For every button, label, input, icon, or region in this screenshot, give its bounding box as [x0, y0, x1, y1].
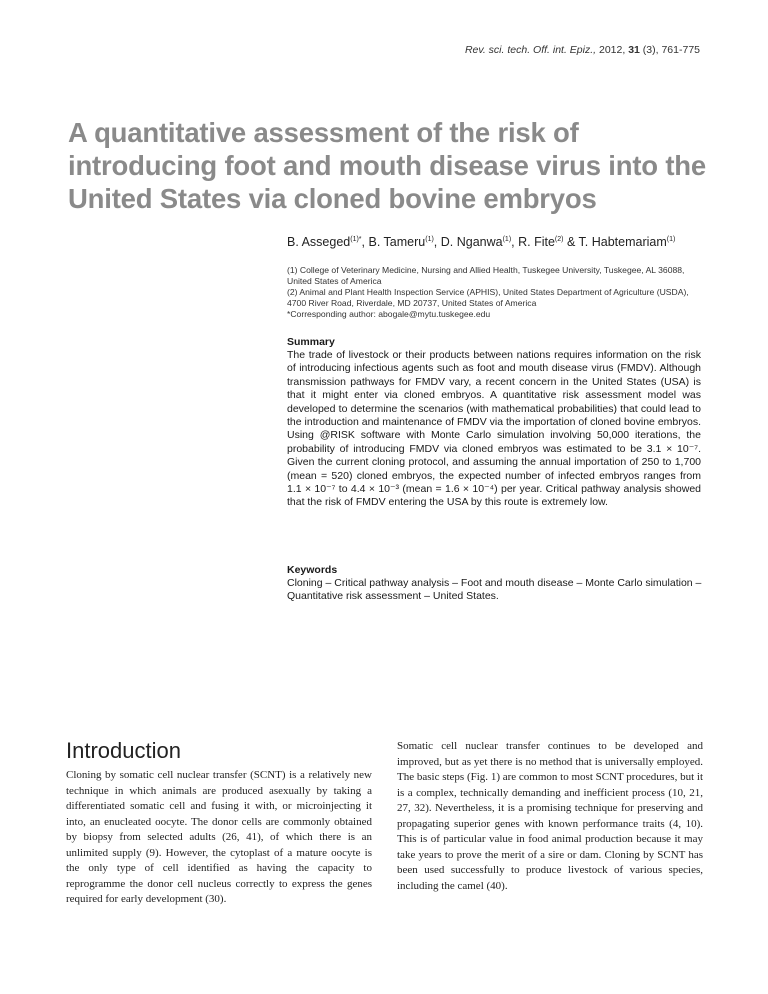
introduction-heading: Introduction	[66, 738, 181, 763]
author-separator: ,	[511, 235, 519, 249]
introduction-left-column: Cloning by somatic cell nuclear transfer (SCNT) is a relatively new technique in which animals are produced asexually by taking a differentiated somatic cell and fusing it with, or microinjecting it into, an enucleated oocyte. The donor cells are commonly obtained by biopsy from selected adults (26, 41), of which there is an unlimited supply (9). However, the cytoplast of a mature oocyte is the only type of cell identified as having the capacity to reprogramme the donor cell nucleus correctly to express the genes required for early development (30).	[66, 769, 372, 905]
author-affiliation-mark: (2)	[554, 236, 564, 243]
journal-volume: 31	[628, 44, 640, 56]
article-title: A quantitative assessment of the risk of introducing foot and mouth disease virus into the United States via cloned bovine embryos	[68, 117, 706, 214]
author-name: B. Asseged	[287, 235, 351, 249]
author-separator: &	[563, 235, 579, 249]
author-name: T. Habtemariam	[578, 235, 667, 249]
affiliation-1: (1) College of Veterinary Medicine, Nursing and Allied Health, Tuskegee University, Tuskegee, AL 36088, United States of America	[287, 265, 685, 286]
summary-heading: Summary	[287, 336, 335, 348]
author-affiliation-mark: (1)*	[350, 236, 362, 243]
corresponding-author: *Corresponding author: abogale@mytu.tuskegee.edu	[287, 309, 491, 319]
author-separator: ,	[361, 235, 369, 249]
author-name: R. Fite	[518, 235, 555, 249]
author-separator: ,	[433, 235, 441, 249]
introduction-right-column: Somatic cell nuclear transfer continues to be developed and improved, but as yet there is no method that is universally employed. The basic steps (Fig. 1) are common to most SCNT procedures, but it is a complex, technically demanding and inefficient process (10, 21, 27, 32). Nevertheless, it is a promising technique for preserving and propagating superior genes with known performance traits (4, 10). This is of particular value in food animal production because it may take years to prove the merit of a sire or dam. Cloning by SCNT has been used successfully to produce livestock of various species, including the camel (40).	[397, 740, 703, 892]
author-affiliation-mark: (1)	[502, 236, 512, 243]
affiliation-2: (2) Animal and Plant Health Inspection Service (APHIS), United States Department of Agriculture (USDA), 4700 River Road, Riverdale, MD 20737, United States of America	[287, 287, 689, 308]
journal-name: Rev. sci. tech. Off. int. Epiz.,	[464, 44, 597, 56]
journal-year: 2012,	[596, 44, 629, 56]
summary-text: The trade of livestock or their products between nations requires information on the risk of introducing infectious agents such as foot and mouth disease virus (FMDV). Although transmission pathways for FMDV vary, a recent concern in the United States (USA) is that it might enter via cloned embryos. A quantitative risk assessment model was developed to determine the scenarios (with mathematical probabilities) that could lead to the introduction and maintenance of FMDV via the importation of cloned bovine embryos. Using @RISK software with Monte Carlo simulation involving 50,000 iterations, the probability of introducing FMDV via cloned embryos was estimated to be 3.1 × 10⁻⁷. Given the current cloning protocol, and assuming the annual importation of 250 to 1,700 (mean = 520) cloned embryos, the expected number of infected embryos ranges from 1.1 × 10⁻⁷ to 4.4 × 10⁻³ (mean = 1.6 × 10⁻⁴) per year. Critical pathway analysis showed that the risk of FMDV entering the USA by this route is extremely low.	[287, 349, 701, 509]
keywords-heading: Keywords	[287, 564, 338, 576]
affiliations	[287, 265, 707, 320]
journal-citation	[465, 44, 700, 56]
author-affiliation-mark: (1)	[666, 236, 676, 243]
journal-issue-pages: (3), 761-775	[639, 44, 700, 56]
author-list	[287, 235, 675, 249]
author-affiliation-mark: (1)	[425, 236, 434, 243]
author-name: B. Tameru	[368, 235, 426, 249]
keywords-text: Cloning – Critical pathway analysis – Foot and mouth disease – Monte Carlo simulation – Quantitative risk assessment – United States.	[287, 577, 702, 603]
author-name: D. Nganwa	[440, 235, 503, 249]
